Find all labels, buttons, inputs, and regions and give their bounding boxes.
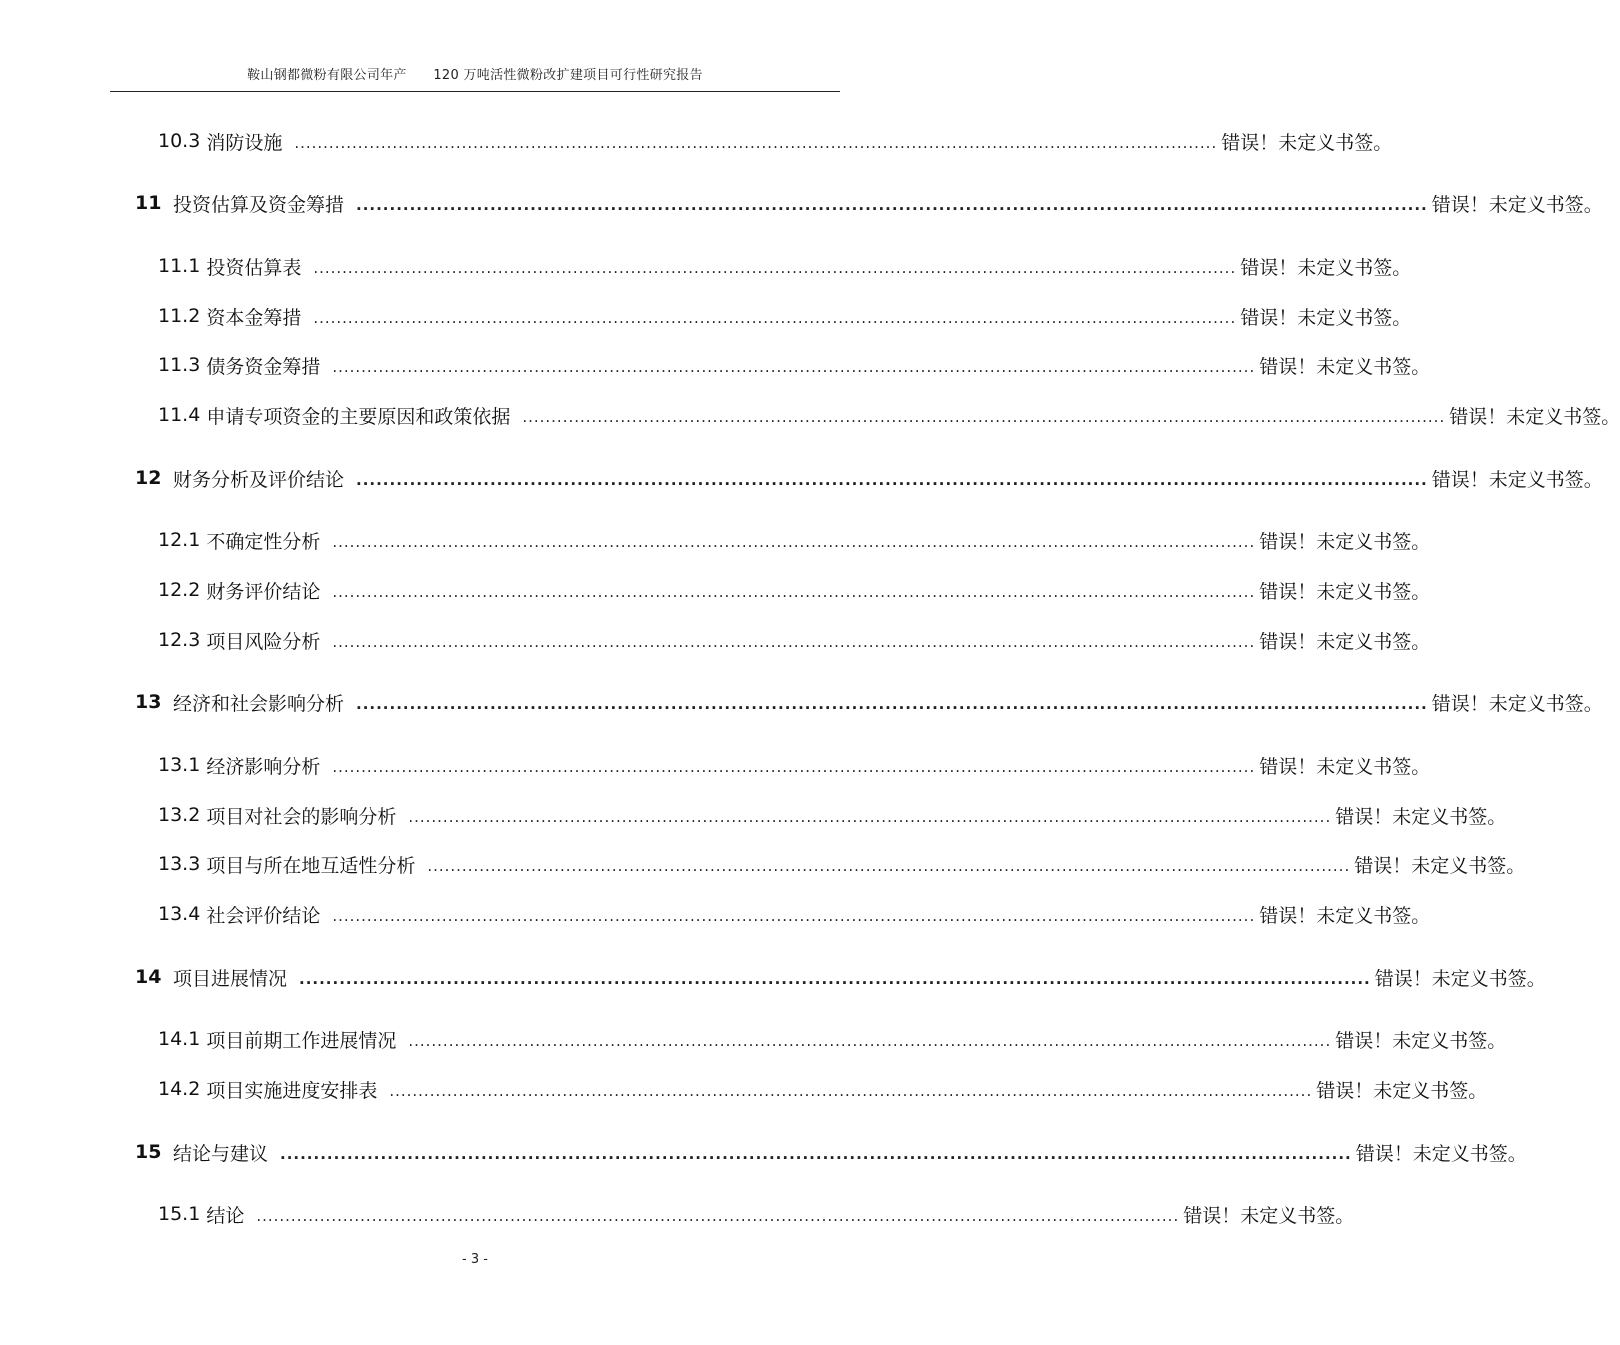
toc-page-ref: 错误！未定义书签。 (1335, 1029, 1507, 1052)
toc-leader: ................................................................................................................................................................ (332, 358, 1256, 376)
toc-entry[interactable] (158, 575, 1431, 605)
toc-title: 项目对社会的影响分析 (206, 805, 397, 828)
toc-leader: ................................................................................................................................................................ (389, 1082, 1313, 1100)
toc-entry[interactable] (158, 899, 1431, 929)
toc-number: 13.4 (158, 903, 201, 925)
toc-leader: ................................................................................................................................................................ (256, 1207, 1180, 1225)
toc-leader: ................................................................................................................................................................ (332, 533, 1256, 551)
toc-entry[interactable] (158, 1199, 1355, 1229)
toc-entry[interactable] (158, 1024, 1507, 1054)
toc-leader: ................................................................................................................................................................ (522, 408, 1446, 426)
toc-number: 14 (135, 966, 162, 988)
toc-title: 项目实施进度安排表 (206, 1079, 378, 1102)
toc-number: 12.1 (158, 529, 201, 551)
toc-entry[interactable] (158, 301, 1412, 331)
toc-entry[interactable] (158, 126, 1393, 156)
toc-page-ref: 错误！未定义书签。 (1355, 1142, 1527, 1165)
toc-page-ref: 错误！未定义书签。 (1259, 755, 1431, 778)
toc-leader: ................................................................................................................................................................ (313, 309, 1237, 327)
toc-page-ref: 错误！未定义书签。 (1259, 904, 1431, 927)
toc-number: 11.4 (158, 404, 201, 426)
toc-leader: ................................................................................................................................................................ (408, 1032, 1332, 1050)
toc-page-ref: 错误！未定义书签。 (1354, 854, 1526, 877)
toc-number: 12 (135, 467, 162, 489)
toc-title: 投资估算表 (206, 256, 302, 279)
toc-title: 财务评价结论 (206, 580, 321, 603)
toc-page-ref: 错误！未定义书签。 (1431, 692, 1603, 715)
header-rule (110, 91, 840, 92)
toc-entry[interactable] (158, 750, 1431, 780)
toc-entry[interactable] (158, 625, 1431, 655)
toc-entry[interactable] (158, 350, 1431, 380)
toc-number: 12.2 (158, 579, 201, 601)
toc-page-ref: 错误！未定义书签。 (1259, 630, 1431, 653)
toc-chapter[interactable] (135, 463, 1603, 493)
toc-number: 11.2 (158, 305, 201, 327)
toc-number: 13 (135, 691, 162, 713)
toc-leader: ................................................................................................................................................................ (332, 758, 1256, 776)
toc-number: 10.3 (158, 130, 201, 152)
toc-entry[interactable] (158, 800, 1507, 830)
toc-entry[interactable] (158, 400, 1620, 430)
toc-entry[interactable] (158, 1074, 1488, 1104)
toc-leader: ................................................................................................................................................................ (356, 471, 1428, 489)
toc-entry[interactable] (158, 849, 1526, 879)
toc-title: 申请专项资金的主要原因和政策依据 (206, 405, 511, 428)
toc-number: 12.3 (158, 629, 201, 651)
toc-number: 15 (135, 1141, 162, 1163)
toc-title: 项目风险分析 (206, 630, 321, 653)
toc-number: 11.1 (158, 255, 201, 277)
toc-title: 财务分析及评价结论 (173, 468, 345, 491)
toc-number: 11 (135, 192, 162, 214)
toc-number: 15.1 (158, 1203, 201, 1225)
toc-page-ref: 错误！未定义书签。 (1431, 468, 1603, 491)
toc-page-ref: 错误！未定义书签。 (1335, 805, 1507, 828)
toc-number: 13.3 (158, 853, 201, 875)
toc-title: 项目前期工作进展情况 (206, 1029, 397, 1052)
toc-page-ref: 错误！未定义书签。 (1259, 530, 1431, 553)
toc-title: 社会评价结论 (206, 904, 321, 927)
toc-leader: ................................................................................................................................................................ (332, 583, 1256, 601)
toc-leader: ................................................................................................................................................................ (299, 970, 1371, 988)
toc-leader: ................................................................................................................................................................ (313, 259, 1237, 277)
toc-leader: ................................................................................................................................................................ (356, 695, 1428, 713)
toc-entry[interactable] (158, 525, 1431, 555)
page-number: - 3 - (462, 1252, 488, 1267)
toc-chapter[interactable] (135, 962, 1546, 992)
toc-number: 14.1 (158, 1028, 201, 1050)
toc-page-ref: 错误！未定义书签。 (1374, 967, 1546, 990)
toc-page-ref: 错误！未定义书签。 (1449, 405, 1620, 428)
toc-leader: ................................................................................................................................................................ (332, 633, 1256, 651)
running-header: 鞍山钢都微粉有限公司年产 120 万吨活性微粉改扩建项目可行性研究报告 (247, 68, 703, 83)
toc-title: 消防设施 (206, 131, 283, 154)
toc-page-ref: 错误！未定义书签。 (1183, 1204, 1355, 1227)
toc-number: 14.2 (158, 1078, 201, 1100)
toc-leader: ................................................................................................................................................................ (356, 196, 1428, 214)
toc-title: 结论 (206, 1204, 245, 1227)
toc-title: 结论与建议 (173, 1142, 269, 1165)
toc-title: 项目与所在地互适性分析 (206, 854, 416, 877)
toc-leader: ................................................................................................................................................................ (332, 907, 1256, 925)
toc-chapter[interactable] (135, 1137, 1527, 1167)
toc-chapter[interactable] (135, 687, 1603, 717)
toc-title: 经济影响分析 (206, 755, 321, 778)
toc-title: 债务资金筹措 (206, 355, 321, 378)
toc-number: 11.3 (158, 354, 201, 376)
toc-number: 13.1 (158, 754, 201, 776)
toc-title: 资本金筹措 (206, 306, 302, 329)
toc-page-ref: 错误！未定义书签。 (1259, 580, 1431, 603)
toc-page-ref: 错误！未定义书签。 (1259, 355, 1431, 378)
toc-entry[interactable] (158, 251, 1412, 281)
toc-page-ref: 错误！未定义书签。 (1240, 256, 1412, 279)
toc-page-ref: 错误！未定义书签。 (1316, 1079, 1488, 1102)
toc-title: 不确定性分析 (206, 530, 321, 553)
toc-title: 投资估算及资金筹措 (173, 193, 345, 216)
toc-chapter[interactable] (135, 188, 1603, 218)
toc-leader: ................................................................................................................................................................ (427, 857, 1351, 875)
toc-page-ref: 错误！未定义书签。 (1240, 306, 1412, 329)
toc-leader: ................................................................................................................................................................ (408, 808, 1332, 826)
toc-leader: ................................................................................................................................................................ (294, 134, 1218, 152)
toc-page-ref: 错误！未定义书签。 (1221, 131, 1393, 154)
toc-number: 13.2 (158, 804, 201, 826)
toc-page-ref: 错误！未定义书签。 (1431, 193, 1603, 216)
toc-title: 项目进展情况 (173, 967, 288, 990)
toc-leader: ................................................................................................................................................................ (280, 1145, 1352, 1163)
toc-title: 经济和社会影响分析 (173, 692, 345, 715)
